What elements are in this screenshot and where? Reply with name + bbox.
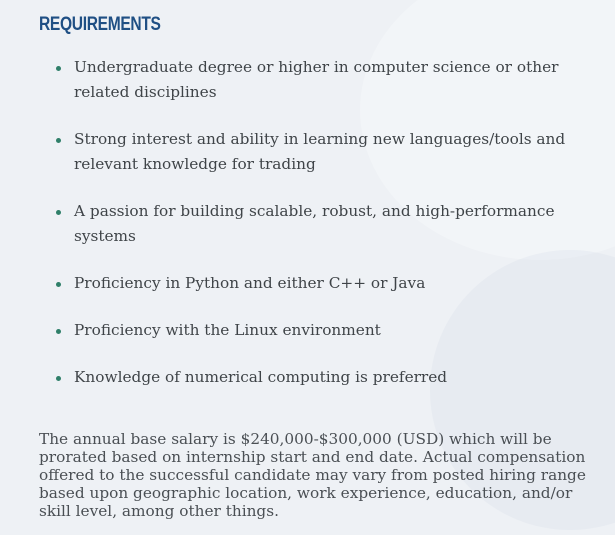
requirement-item-6	[39, 365, 599, 390]
requirement-item-2	[39, 127, 599, 177]
bullet-icon	[56, 329, 61, 334]
requirement-text: A passion for building scalable, robust, and high-performance systems	[74, 202, 555, 245]
job-requirements-section	[39, 14, 599, 535]
requirements-heading: REQUIREMENTS	[39, 14, 161, 35]
bullet-icon	[56, 376, 61, 381]
requirement-text: Undergraduate degree or higher in computer science or other related disciplines	[74, 58, 559, 101]
requirement-text: Knowledge of numerical computing is preferred	[74, 368, 448, 386]
bullet-icon	[56, 282, 61, 287]
requirement-item-3	[39, 199, 599, 249]
bullet-icon	[56, 210, 61, 215]
requirement-text: Proficiency in Python and either C++ or Java	[74, 274, 426, 292]
requirement-item-5	[39, 318, 599, 343]
requirement-item-4	[39, 271, 599, 296]
requirement-item-1	[39, 55, 599, 105]
bullet-icon	[56, 138, 61, 143]
bullet-icon	[56, 66, 61, 71]
requirement-text: Proficiency with the Linux environment	[74, 321, 381, 339]
salary-paragraph: The annual base salary is $240,000-$300,000 (USD) which will be prorated based on internship start and end date. Actual compensation offered to the successful candidate may vary from posted hiring range based upon geographic location, work experience, education, and/or skill level, among other things.	[39, 430, 586, 520]
requirements-list	[39, 55, 599, 390]
requirement-text: Strong interest and ability in learning new languages/tools and relevant knowledge for trading	[74, 130, 566, 173]
